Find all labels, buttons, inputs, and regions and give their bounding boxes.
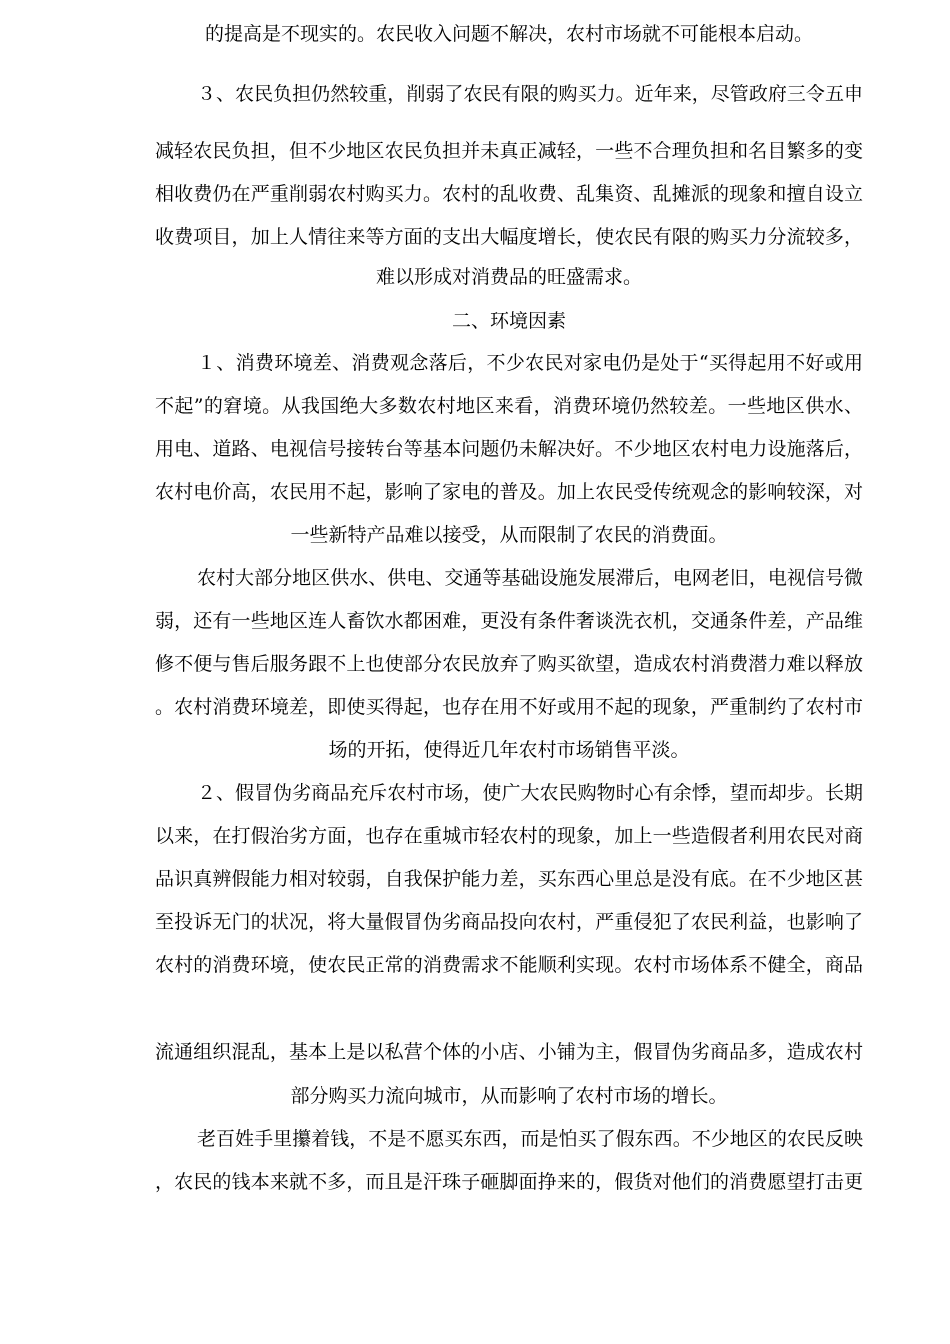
text-line: 品识真辨假能力相对较弱，自我保护能力差，买东西心里总是没有底。在不少地区甚	[155, 868, 863, 890]
text-line: 流通组织混乱，基本上是以私营个体的小店、小铺为主，假冒伪劣商品多，造成农村	[155, 1041, 863, 1063]
text-line: 收费项目，加上人情往来等方面的支出大幅度增长，使农民有限的购买力分流较多，	[155, 226, 863, 248]
text-line: 农村的消费环境，使农民正常的消费需求不能顺利实现。农村市场体系不健全，商品	[155, 954, 863, 976]
text-line: 部分购买力流向城市，从而影响了农村市场的增长。	[290, 1085, 728, 1107]
text-line: 场的开拓，使得近几年农村市场销售平淡。	[328, 739, 690, 761]
text-line: 用电、道路、电视信号接转台等基本问题仍未解决好。不少地区农村电力设施落后，	[155, 438, 863, 460]
text-line: 农村大部分地区供水、供电、交通等基础设施发展滞后，电网老旧，电视信号微	[197, 567, 863, 589]
text-line: ，农民的钱本来就不多，而且是汗珠子砸脚面挣来的，假货对他们的消费愿望打击更	[155, 1171, 863, 1193]
section-heading: 二、环境因素	[451, 310, 566, 332]
text-line: 不起”的窘境。从我国绝大多数农村地区来看，消费环境仍然较差。一些地区供水、	[155, 395, 863, 417]
text-line: 修不便与售后服务跟不上也使部分农民放弃了购买欲望，造成农村消费潜力难以释放	[155, 653, 863, 675]
text-line: 的提高是不现实的。农民收入问题不解决，农村市场就不可能根本启动。	[204, 23, 813, 45]
text-line: 农村电价高，农民用不起，影响了家电的普及。加上农民受传统观念的影响较深，对	[155, 481, 863, 503]
text-line: 老百姓手里攥着钱，不是不愿买东西，而是怕买了假东西。不少地区的农民反映	[197, 1128, 863, 1150]
text-line: ３、农民负担仍然较重，削弱了农民有限的购买力。近年来，尽管政府三令五申	[197, 83, 863, 105]
text-line: 弱，还有一些地区连人畜饮水都困难，更没有条件奢谈洗衣机，交通条件差，产品维	[155, 610, 863, 632]
text-line: 难以形成对消费品的旺盛需求。	[375, 266, 642, 288]
text-line: 。农村消费环境差，即使买得起，也存在用不好或用不起的现象，严重制约了农村市	[155, 696, 863, 718]
text-line: １、消费环境差、消费观念落后，不少农民对家电仍是处于“买得起用不好或用	[197, 352, 863, 374]
text-line: 以来，在打假治劣方面，也存在重城市轻农村的现象，加上一些造假者利用农民对商	[155, 825, 863, 847]
text-line: 至投诉无门的状况，将大量假冒伪劣商品投向农村，严重侵犯了农民利益，也影响了	[155, 911, 863, 933]
text-line: ２、假冒伪劣商品充斥农村市场，使广大农民购物时心有余悸，望而却步。长期	[197, 782, 863, 804]
text-line: 相收费仍在严重削弱农村购买力。农村的乱收费、乱集资、乱摊派的现象和擅自设立	[155, 183, 863, 205]
text-line: 减轻农民负担，但不少地区农民负担并未真正减轻，一些不合理负担和名目繁多的变	[155, 140, 863, 162]
text-line: 一些新特产品难以接受，从而限制了农民的消费面。	[290, 524, 728, 546]
